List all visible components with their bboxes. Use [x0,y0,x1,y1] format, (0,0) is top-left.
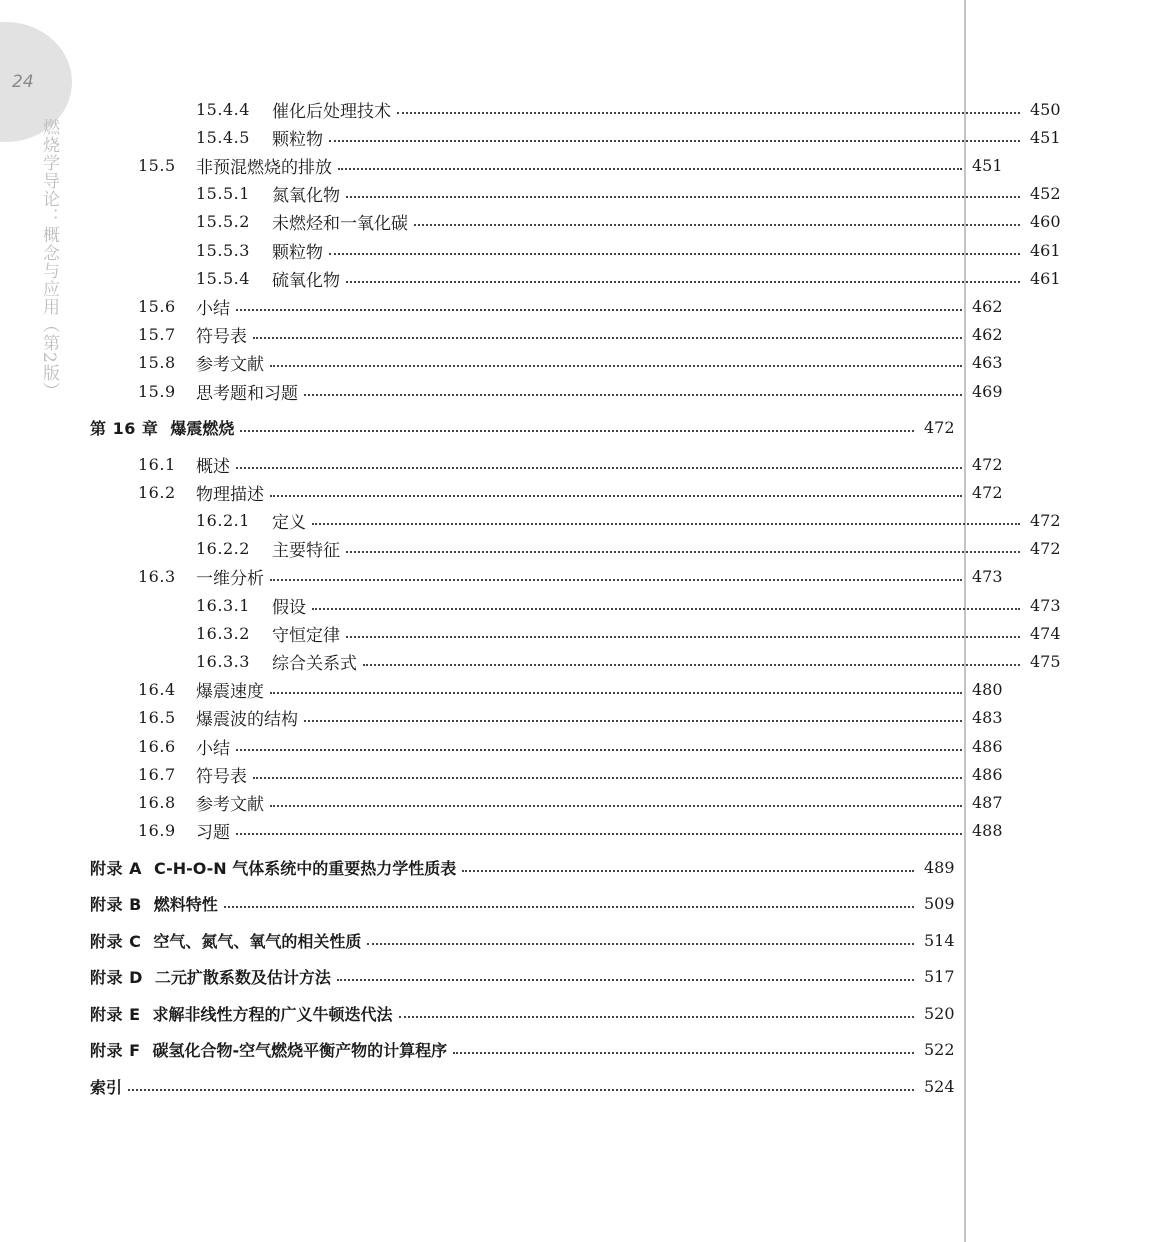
dot-leader [453,1051,914,1054]
dot-leader [253,336,962,339]
toc-entry-number: 15.8 [138,353,176,373]
toc-chapter-entry[interactable] [0,1037,1070,1063]
toc-entry-title: 索引 [90,1077,123,1097]
toc-entry-number: 附录 C [90,931,142,951]
toc-entry[interactable] [0,209,1176,235]
toc-entry-title: 爆震速度 [196,682,264,703]
toc-entry-title: 参考文献 [196,794,264,815]
dot-leader [236,308,962,311]
dot-leader [399,1015,914,1018]
toc-entry[interactable] [0,237,1176,263]
toc-entry-number: 15.5 [138,155,176,175]
toc-entry-title: 参考文献 [196,355,264,376]
dot-leader [270,578,962,581]
toc-entry-title: 习题 [196,823,230,844]
toc-chapter-entry[interactable] [0,964,1070,990]
toc-entry[interactable] [0,181,1176,207]
toc-entry-number: 16.9 [138,821,176,841]
toc-entry-page: 509 [924,894,955,914]
dot-leader [304,393,962,396]
toc-entry[interactable] [0,789,1118,815]
toc-entry-title: 爆震燃烧 [170,419,235,438]
toc-entry[interactable] [0,564,1118,590]
toc-entry-title: 定义 [272,512,306,533]
toc-entry-number: 15.4.4 [196,99,250,119]
toc-entry-title: 硫氧化物 [272,270,340,291]
dot-leader [270,364,962,367]
dot-leader [312,522,1020,525]
toc-entry-title: 概述 [196,456,230,477]
dot-leader [128,1088,914,1091]
toc-entry-number: 15.5.4 [196,268,250,288]
toc-entry[interactable] [0,96,1176,122]
toc-entry-title: 守恒定律 [272,625,340,646]
toc-entry-title: 求解非线性方程的广义牛顿迭代法 [152,1004,393,1024]
toc-entry-title: 氮氧化物 [272,186,340,207]
toc-entry-page: 450 [1030,99,1061,119]
toc-entry-page: 480 [972,680,1003,700]
toc-entry-number: 16.3.3 [196,651,250,671]
toc-entry-page: 524 [924,1076,955,1096]
toc-entry[interactable] [0,592,1176,618]
toc-entry-page: 489 [924,857,955,877]
dot-leader [346,195,1020,198]
toc-entry[interactable] [0,350,1118,376]
toc-entry-page: 451 [1030,127,1061,147]
toc-entry[interactable] [0,507,1176,533]
toc-entry-page: 472 [924,418,955,437]
toc-entry-page: 486 [972,736,1003,756]
toc-entry-number: 15.9 [138,381,176,401]
toc-entry-page: 462 [972,325,1003,345]
toc-chapter-entry[interactable] [0,891,1070,917]
dot-leader [270,494,962,497]
running-book-title: 燃烧学导论：概念与应用（第2版） [39,118,59,400]
toc-entry-title: 小结 [196,738,230,759]
toc-entry-number: 附录 E [90,1004,141,1024]
toc-entry-title: 颗粒物 [272,242,323,263]
toc-entry-page: 514 [924,930,955,950]
toc-entry-number: 15.5.2 [196,212,250,232]
toc-entry-page: 520 [924,1003,955,1023]
dot-leader [338,167,962,170]
toc-entry-number: 15.4.5 [196,127,250,147]
dot-leader [224,905,914,908]
toc-entry[interactable] [0,152,1118,178]
dot-leader [270,691,962,694]
toc-entry-page: 488 [972,821,1003,841]
toc-entry-title: 燃料特性 [153,895,218,915]
dot-leader [363,663,1020,666]
toc-entry-number: 第 16 章 [90,419,159,438]
toc-entry[interactable] [0,124,1176,150]
toc-entry-number: 16.5 [138,708,176,728]
toc-chapter-entry[interactable] [0,927,1070,953]
toc-entry-title: 综合关系式 [272,653,357,674]
toc-entry-title: 催化后处理技术 [272,101,391,122]
toc-entry-number: 16.4 [138,680,176,700]
toc-entry-page: 473 [1030,595,1061,615]
dot-leader [236,832,962,835]
toc-entry[interactable] [0,818,1118,844]
toc-entry[interactable] [0,265,1176,291]
toc-entry-page: 486 [972,764,1003,784]
toc-entry-title: 假设 [272,597,306,618]
toc-chapter-entry[interactable] [0,1000,1070,1026]
toc-entry-page: 472 [972,482,1003,502]
toc-entry[interactable] [0,451,1118,477]
dot-leader [346,550,1020,553]
toc-entry[interactable] [0,620,1176,646]
toc-entry-page: 487 [972,792,1003,812]
toc-entry[interactable] [0,536,1176,562]
toc-entry-page: 517 [924,967,955,987]
dot-leader [367,942,914,945]
toc-entry-page: 452 [1030,184,1061,204]
toc-entry[interactable] [0,677,1118,703]
toc-entry[interactable] [0,733,1118,759]
dot-leader [346,635,1020,638]
toc-entry[interactable] [0,648,1176,674]
page-number: 24 [12,72,34,92]
dot-leader [414,223,1020,226]
toc-entry-number: 16.3.2 [196,623,250,643]
toc-entry-number: 16.3 [138,567,176,587]
toc-entry-page: 461 [1030,240,1061,260]
toc-entry-page: 472 [1030,539,1061,559]
toc-entry-title: 颗粒物 [272,129,323,150]
toc-entry-page: 451 [972,155,1003,175]
toc-entry-number: 15.5.3 [196,240,250,260]
toc-entry-number: 16.2.2 [196,539,250,559]
toc-entry-number: 15.7 [138,325,176,345]
toc-chapter-entry[interactable] [0,854,1070,880]
toc-entry-title: 主要特征 [272,541,340,562]
toc-entry-number: 15.6 [138,296,176,316]
dot-leader [240,429,914,432]
toc-entry[interactable] [0,293,1118,319]
toc-entry-page: 474 [1030,623,1061,643]
toc-chapter-entry[interactable] [0,415,1070,441]
toc-entry-title: C-H-O-N 气体系统中的重要热力学性质表 [153,858,457,878]
toc-entry-page: 461 [1030,268,1061,288]
toc-entry-title: 符号表 [196,766,247,787]
toc-entry-title: 爆震波的结构 [196,710,298,731]
toc-entry-title: 碳氢化合物-空气燃烧平衡产物的计算程序 [152,1041,448,1061]
toc-entry-number: 16.8 [138,792,176,812]
toc-entry-page: 460 [1030,212,1061,232]
dot-leader [337,978,914,981]
dot-leader [270,804,962,807]
toc-entry-title: 符号表 [196,327,247,348]
toc-entry-title: 物理描述 [196,484,264,505]
toc-entry-title: 小结 [196,298,230,319]
dot-leader [253,776,962,779]
toc-entry-title: 一维分析 [196,569,264,590]
toc-entry-number: 16.3.1 [196,595,250,615]
toc-entry-number: 附录 B [90,895,142,915]
toc-entry[interactable] [0,378,1118,404]
toc-entry-number: 16.2.1 [196,510,250,530]
toc-entry-number: 15.5.1 [196,184,250,204]
toc-entry-title: 思考题和习题 [196,383,298,404]
toc-entry-page: 469 [972,381,1003,401]
dot-leader [304,719,962,722]
toc-entry-page: 472 [972,454,1003,474]
dot-leader [346,280,1020,283]
toc-entry-page: 463 [972,353,1003,373]
toc-entry-title: 二元扩散系数及估计方法 [154,968,331,988]
toc-entry[interactable] [0,479,1118,505]
toc-entry[interactable] [0,322,1118,348]
toc-entry-page: 462 [972,296,1003,316]
toc-entry-number: 16.2 [138,482,176,502]
toc-entry-number: 附录 F [90,1041,141,1061]
toc-entry-page: 472 [1030,510,1061,530]
toc-entry[interactable] [0,705,1118,731]
toc-chapter-entry[interactable] [0,1073,1070,1099]
dot-leader [462,869,914,872]
toc-entry-title: 非预混燃烧的排放 [196,157,332,178]
toc-entry-number: 16.1 [138,454,176,474]
toc-entry-number: 16.7 [138,764,176,784]
dot-leader [236,748,962,751]
toc-entry[interactable] [0,761,1118,787]
toc-entry-page: 522 [924,1040,955,1060]
toc-entry-title: 空气、氮气、氧气的相关性质 [153,931,362,951]
dot-leader [329,252,1020,255]
toc-entry-number: 附录 D [90,968,143,988]
toc-entry-number: 16.6 [138,736,176,756]
dot-leader [329,139,1020,142]
dot-leader [312,607,1020,610]
toc-entry-page: 475 [1030,651,1061,671]
toc-entry-title: 未燃烃和一氧化碳 [272,214,408,235]
toc-entry-page: 483 [972,708,1003,728]
dot-leader [236,466,962,469]
toc-entry-number: 附录 A [90,858,142,878]
toc-entry-page: 473 [972,567,1003,587]
dot-leader [397,111,1020,114]
